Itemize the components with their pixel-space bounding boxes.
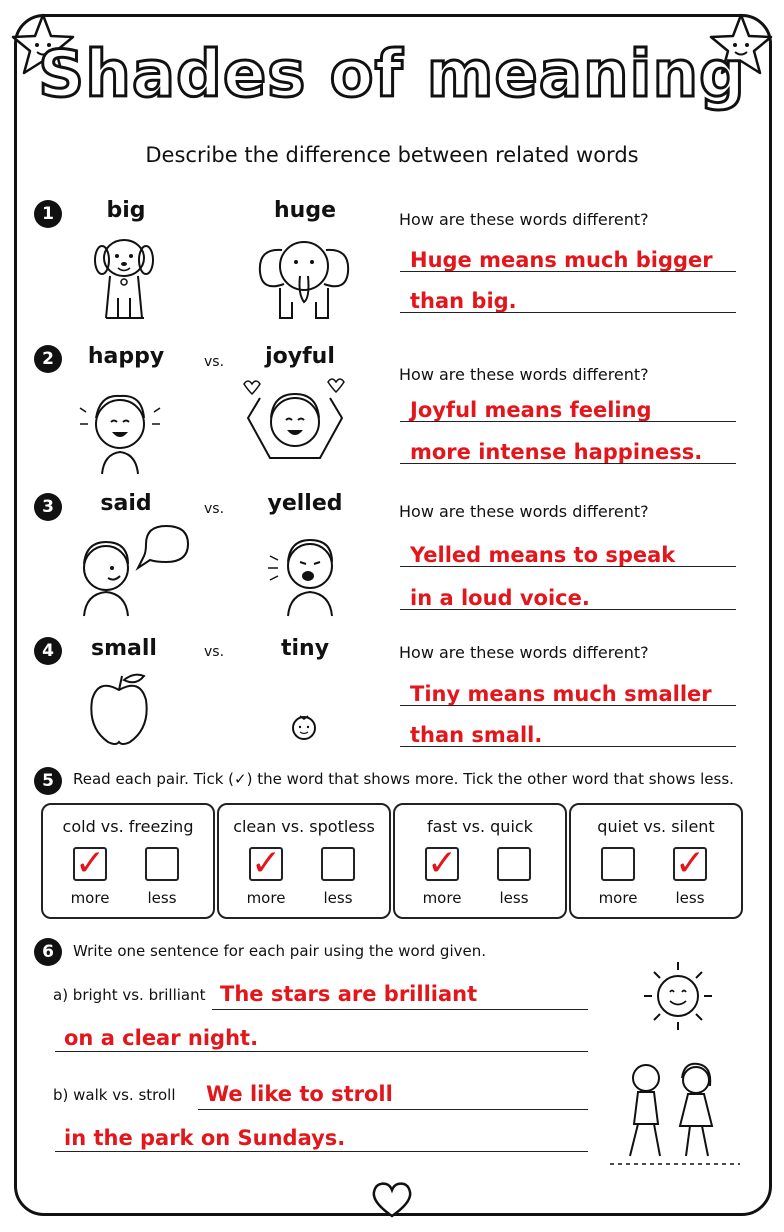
more-label: more	[246, 889, 286, 907]
word-pair-title: cold vs. freezing	[62, 817, 194, 836]
less-label: less	[499, 889, 529, 907]
word-right: joyful	[265, 344, 335, 369]
sentence-prompt: a) bright vs. brilliant	[53, 986, 206, 1004]
word-left: small	[91, 636, 157, 661]
less-checkbox[interactable]	[321, 847, 355, 881]
answer-line-1: Joyful means feeling	[410, 398, 652, 422]
writing-line	[400, 566, 736, 567]
less-label: less	[323, 889, 353, 907]
less-checkbox[interactable]	[145, 847, 179, 881]
walking-kids-icon	[610, 1060, 740, 1170]
sentence-answer-line-2: in the park on Sundays.	[64, 1126, 346, 1150]
red-checkmark: ✓	[427, 843, 458, 884]
sentence-answer-line-1: We like to stroll	[206, 1082, 393, 1106]
word-pair-box	[569, 803, 743, 919]
writing-line	[400, 271, 736, 272]
sentence-answer-line-1: The stars are brilliant	[220, 982, 478, 1006]
less-label: less	[147, 889, 177, 907]
sentence-answer-line-2: on a clear night.	[64, 1026, 259, 1050]
writing-line	[400, 609, 736, 610]
heart-icon	[370, 1180, 414, 1220]
word-pair-box	[393, 803, 567, 919]
question-number: 3	[34, 493, 62, 521]
writing-line	[400, 705, 736, 706]
writing-line	[55, 1151, 588, 1152]
question-prompt: How are these words different?	[399, 365, 649, 384]
vs-label: vs.	[204, 644, 225, 660]
writing-line	[400, 463, 736, 464]
answer-line-2: more intense happiness.	[410, 440, 703, 464]
page-subtitle: Describe the difference between related words	[145, 143, 639, 167]
word-pair-title: fast vs. quick	[427, 817, 533, 836]
answer-line-1: Tiny means much smaller	[410, 682, 712, 706]
red-checkmark: ✓	[675, 843, 706, 884]
section-instruction: Write one sentence for each pair using the word given.	[73, 942, 486, 960]
question-prompt: How are these words different?	[399, 643, 649, 662]
more-checkbox[interactable]	[73, 843, 107, 884]
word-left: happy	[87, 344, 165, 369]
writing-line	[212, 1009, 588, 1010]
more-label: more	[598, 889, 638, 907]
more-label: more	[422, 889, 462, 907]
section-number: 5	[34, 767, 62, 795]
answer-line-1: Yelled means to speak	[410, 543, 676, 567]
section-number: 6	[34, 938, 62, 966]
less-checkbox[interactable]	[673, 843, 707, 884]
tiny-berry-icon	[290, 712, 318, 742]
word-pair-title: quiet vs. silent	[597, 817, 715, 836]
word-right: tiny	[280, 636, 330, 661]
answer-line-2: than big.	[410, 289, 517, 313]
question-number: 2	[34, 345, 62, 373]
word-pair-box	[217, 803, 391, 919]
more-label: more	[70, 889, 110, 907]
writing-line	[55, 1051, 588, 1052]
happy-boy-icon	[80, 382, 160, 478]
answer-line-1: Huge means much bigger	[410, 248, 713, 272]
question-prompt: How are these words different?	[399, 210, 649, 229]
question-number: 1	[34, 200, 62, 228]
word-pair-title: clean vs. spotless	[233, 817, 375, 836]
joyful-girl-icon	[240, 378, 350, 478]
more-checkbox[interactable]	[601, 847, 635, 881]
writing-line	[400, 312, 736, 313]
red-checkmark: ✓	[251, 843, 282, 884]
writing-line	[400, 421, 736, 422]
question-prompt: How are these words different?	[399, 502, 649, 521]
talking-boy-icon	[76, 524, 190, 616]
yelling-boy-icon	[268, 522, 348, 616]
elephant-icon	[252, 232, 356, 322]
vs-label: vs.	[204, 354, 225, 370]
word-right: huge	[274, 198, 336, 223]
answer-line-2: than small.	[410, 723, 543, 747]
answer-line-2: in a loud voice.	[410, 586, 590, 610]
page-title: Shades of meaning	[38, 38, 746, 112]
word-left: big	[106, 198, 146, 223]
less-checkbox[interactable]	[497, 847, 531, 881]
red-checkmark: ✓	[75, 843, 106, 884]
section-instruction: Read each pair. Tick (✓) the word that shows more. Tick the other word that shows less.	[73, 770, 734, 788]
sun-icon	[640, 958, 716, 1034]
more-checkbox[interactable]	[249, 843, 283, 884]
question-number: 4	[34, 637, 62, 665]
apple-icon	[86, 670, 152, 746]
writing-line	[400, 746, 736, 747]
word-left: said	[100, 491, 152, 516]
word-pair-box	[41, 803, 215, 919]
dog-icon	[88, 232, 160, 322]
vs-label: vs.	[204, 501, 225, 517]
sentence-prompt: b) walk vs. stroll	[53, 1086, 176, 1104]
writing-line	[198, 1109, 588, 1110]
more-checkbox[interactable]	[425, 843, 459, 884]
less-label: less	[675, 889, 705, 907]
word-right: yelled	[267, 491, 343, 516]
